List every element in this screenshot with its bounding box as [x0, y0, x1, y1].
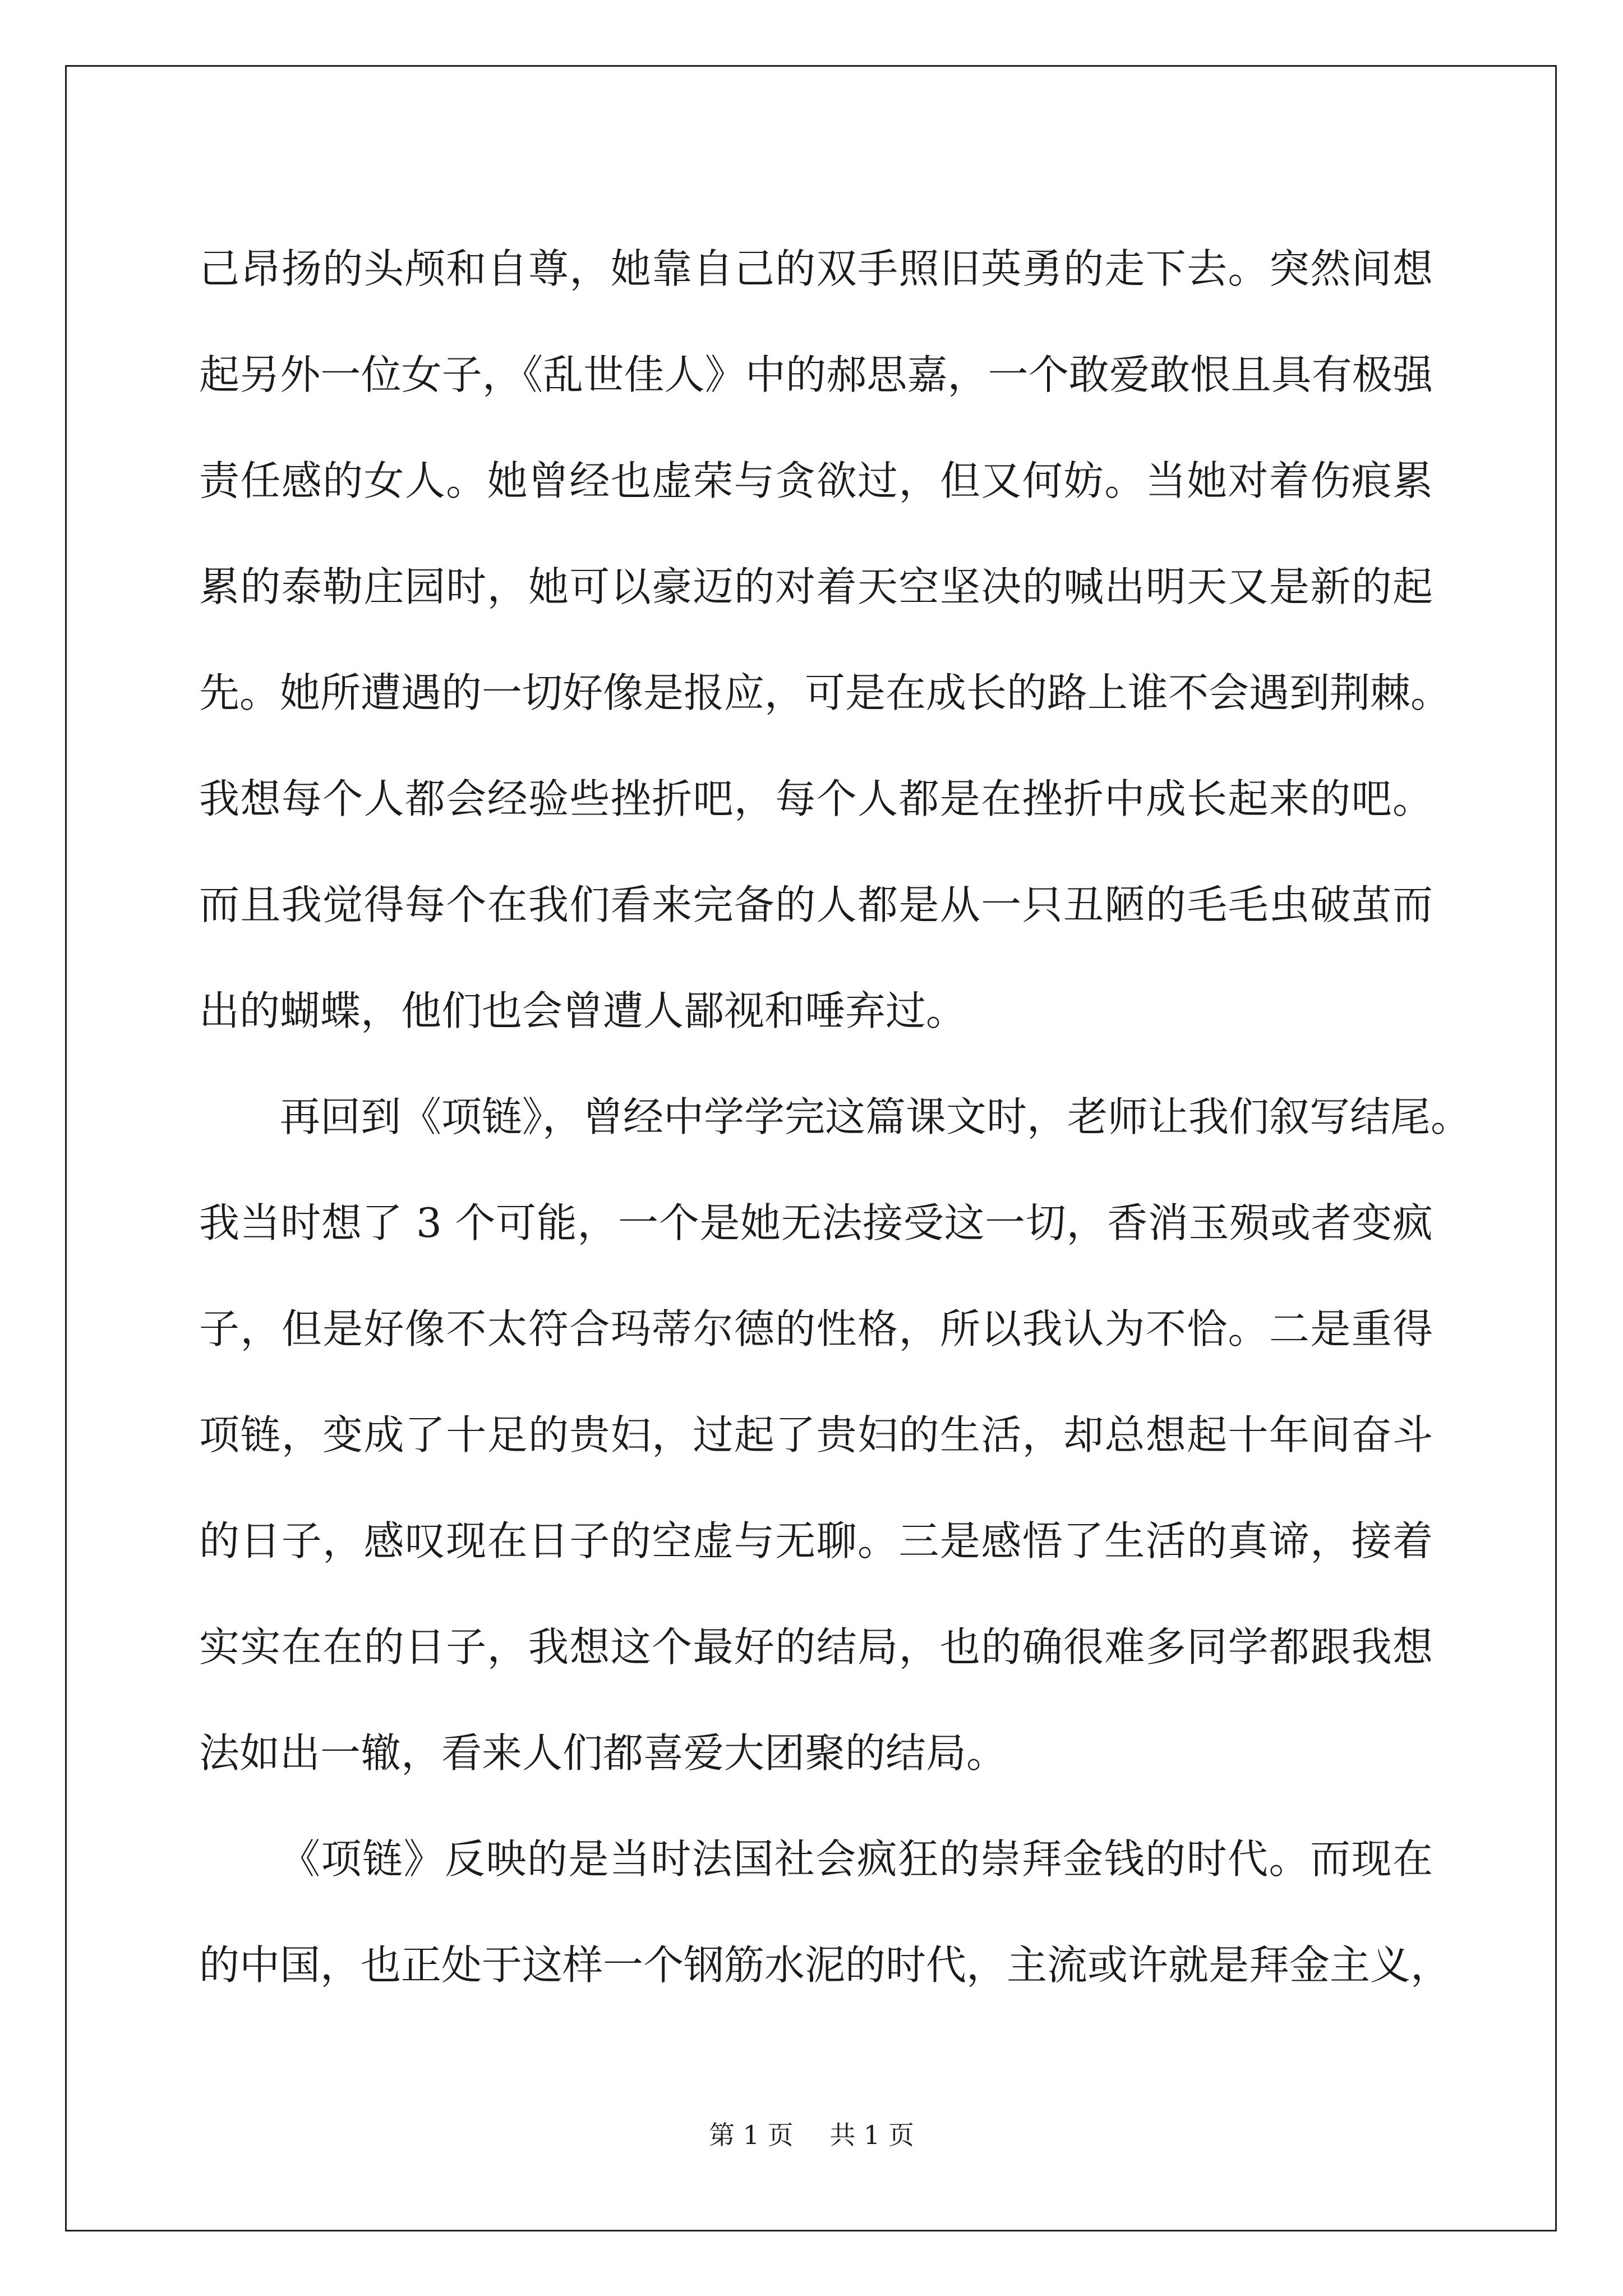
text-line: 的中国，也正处于这样一个钢筋水泥的时代，主流或许就是拜金主义，	[199, 1941, 1451, 1989]
text-line: 而且我觉得每个在我们看来完备的人都是从一只丑陋的毛毛虫破茧而	[199, 881, 1433, 928]
page-total: 共 1 页	[829, 2120, 914, 2150]
text-line: 先。她所遭遇的一切好像是报应，可是在成长的路上谁不会遇到荆棘。	[199, 669, 1451, 716]
text-line: 子，但是好像不太符合玛蒂尔德的性格，所以我认为不恰。二是重得	[199, 1305, 1433, 1352]
paragraph-start-line: 再回到《项链》，曾经中学学完这篇课文时，老师让我们叙写结尾。	[280, 1093, 1472, 1140]
page-number: 第 1 页	[709, 2120, 794, 2150]
text-line: 累的泰勒庄园时，她可以豪迈的对着天空坚决的喊出明天又是新的起	[199, 563, 1433, 610]
text-line: 我想每个人都会经验些挫折吧，每个人都是在挫折中成长起来的吧。	[199, 775, 1433, 822]
text-line: 实实在在的日子，我想这个最好的结局，也的确很难多同学都跟我想	[199, 1623, 1433, 1671]
text-line: 出的蝴蝶，他们也会曾遭人鄙视和唾弃过。	[199, 987, 967, 1034]
document-body	[199, 216, 1472, 2018]
text-line: 责任感的女人。她曾经也虚荣与贪欲过，但又何妨。当她对着伤痕累	[199, 457, 1433, 504]
text-line: 我当时想了 3 个可能，一个是她无法接受这一切，香消玉殒或者变疯	[199, 1199, 1433, 1246]
page-footer	[0, 2115, 1623, 2152]
text-line: 起另外一位女子，《乱世佳人》中的郝思嘉，一个敢爱敢恨且具有极强	[199, 351, 1433, 398]
text-line: 法如出一辙，看来人们都喜爱大团聚的结局。	[199, 1729, 1007, 1777]
text-line: 己昂扬的头颅和自尊，她靠自己的双手照旧英勇的走下去。突然间想	[199, 245, 1433, 292]
text-line: 项链，变成了十足的贵妇，过起了贵妇的生活，却总想起十年间奋斗	[199, 1411, 1433, 1458]
text-line: 的日子，感叹现在日子的空虚与无聊。三是感悟了生活的真谛，接着	[199, 1517, 1433, 1565]
paragraph-start-line: 《项链》反映的是当时法国社会疯狂的崇拜金钱的时代。而现在	[280, 1835, 1433, 1883]
